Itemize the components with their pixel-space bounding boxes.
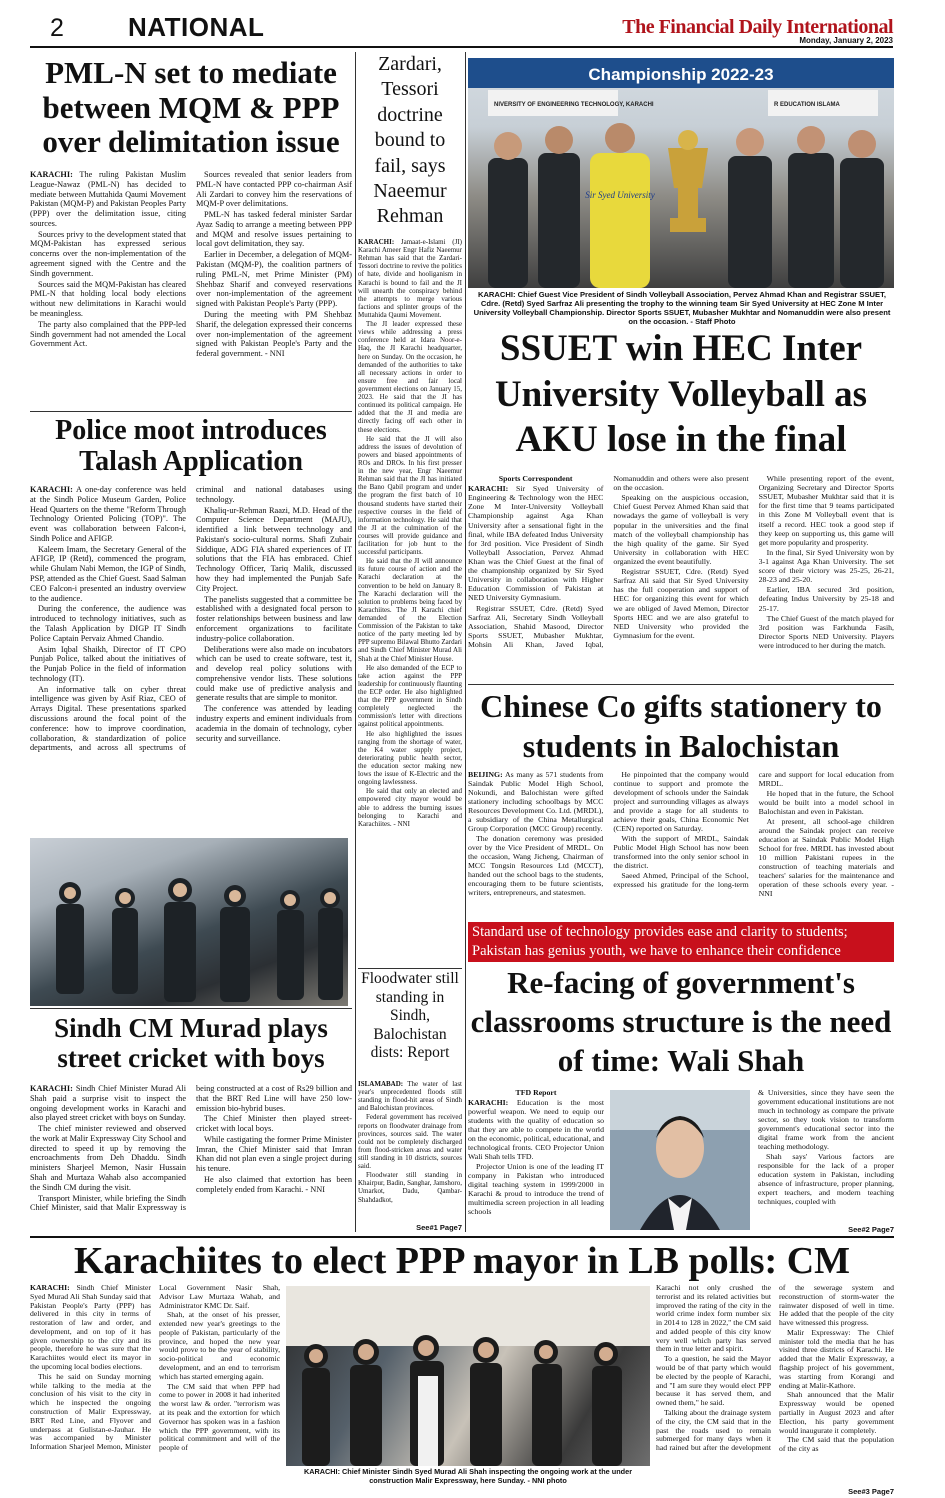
paragraph: Federal government has received reports on floodwater drainage from provinces, sources said. The water could not be completely discharged from flood-stricken areas and water still standing in 10 districts, sources said. bbox=[358, 1113, 462, 1171]
article-police bbox=[30, 413, 352, 831]
article-body bbox=[468, 770, 894, 916]
continued-reference[interactable]: See#1 Page7 bbox=[412, 1223, 462, 1232]
paragraph: The Chief Minister then played street-cricket with local boys. bbox=[196, 1114, 352, 1134]
paragraph: Speaking on the auspicious occasion, Chief Guest Pervez Ahmed Khan said that nowadays the game of volleyball is very popular in the universities and the final match of the volleyball championship has the high quality of the game. Sir Syed University in collaboration with HEC organized the event beautifully. bbox=[613, 493, 749, 566]
paragraph: He pinpointed that the company would continue to support and promote the development of schools under the Saindak project and surrounding villages as always and provide a stage for all students to achieve their goals, China Economic Net (CEN) reported on Saturday. bbox=[613, 770, 749, 834]
dateline: KARACHI: bbox=[358, 238, 395, 246]
paragraph: Earlier in December, a delegation of MQM-Pakistan (MQM-P), the coalition partners of ruling PML-N, met Prime Minister (PM) Shehbaz Sharif and conveyed reservations over non-implementation of the agreement signed with Pakistan People's Party (PPP). bbox=[196, 250, 352, 309]
paragraph: The Chief Guest of the match played for 3rd position was Farkhunda Fasih, Director Sports NED University. Players were introduced to her during the match. bbox=[758, 613, 894, 650]
article-body-right bbox=[656, 1284, 894, 1494]
paragraph: He hoped that in the future, the School would be built into a model school in Balochistan and even in Pakistan. bbox=[758, 789, 894, 817]
dateline: KARACHI: bbox=[30, 485, 73, 494]
paragraph: In the final, Sir Syed University won by 3-1 against Aga Khan University. The set score of their victory was 25-25, 26-21, 28-23 and 25-20. bbox=[758, 547, 894, 585]
paragraph: Registrar SSUET, Cdre. (Retd) Syed Sarfraz Ali, Secretary Sindh Volleyball Association, Shahid Masood, Director Sports SSUET, Mubasher Mukhtar, Mohsin Ali Khan, Javed Iqbal, Nomanuddin and others were also present on the occasion. bbox=[468, 474, 749, 649]
paragraph: The chief minister reviewed and observed the work at Malir Expressway City School and directed to speed it up by removing the encroachments from Deh Dhaddu. Sindh ministers Sharjeel Memon, Nasir Hussain Shah and Murtaza Wahab also accompanied the Sindh CM during the visit. bbox=[30, 1124, 186, 1192]
paragraph: Malir Expressway: The Chief minister told the media that he has visited three districts of Karachi. He added that the Malir Expressway, a flagship project of his government, was starting from Korangi and ending at Malir-Kathore. bbox=[779, 1327, 894, 1390]
paragraph: He said that the JI will also address the issues of devolution of powers and biased appointments of ROs and DROs. In his first presser in the new year, Engr Naeemur Rehman said that the JI has initiated the Bano Qabil program and under the program the first batch of 10 thousand students have started their respective courses in the field of information technology. He said that the JI at the culmination of the courses will provide guidance and facilitation for job hunt to the successful participants. bbox=[358, 434, 462, 557]
headline: Chinese Co gifts stationery to students in Balochistan bbox=[480, 688, 882, 764]
paragraph: With the support of MRDL, Saindak Public Model High School has now been transformed into the only senior school in the district. bbox=[613, 834, 749, 871]
headline: Sindh CM Murad plays street cricket with boys bbox=[54, 1013, 328, 1074]
continued-reference[interactable]: See#2 Page7 bbox=[844, 1225, 894, 1234]
paragraph: Projector Union is one of the leading IT company in Pakistan who introduced digital teaching system in 1999/2000 in Karachi & proud to introduce the trend of multimedia screen projection in all leading schools bbox=[468, 1162, 604, 1217]
paragraph: The JI leader expressed these views while addressing a press conference held at Idara Noor-e-Haq, the JI Karachi headquarter, here on Sunday. On the occasion, he demanded of the authorities to take all necessary actions in order to ensure free and fair local government elections on January 15, 2023. He said that the JI has continued its political campaign. He added that the JI and media are directly facing off each other in these elections. bbox=[358, 320, 462, 434]
paragraph: He said that the JI will announce its future course of action and the Karachi declaration at the convention to be held on January 8. The Karachi declaration will the solution to problems being faced by Karachiites. The JI Karachi chief demanded of the Election Commission of the Pakistan to take notice of the party meeting led by PPP supremo Bilawal Bhutto Zardari and Sindh Chief Minister Murad Ali Shah at the Chief Minister House. bbox=[358, 557, 462, 663]
paragraph: Education is the most powerful weapon. We need to equip our students with the quality of education so that they are able to compete in the world on the economic, political, educational, and technological fronts. CEO Projector Union Wali Shah tells TFD. bbox=[468, 1098, 604, 1162]
paragraph: While castigating the former Prime Minister Imran, the Chief Minister said that Imran Khan did not plan even a single project during his tenure. bbox=[196, 1134, 352, 1174]
dateline: KARACHI: bbox=[468, 484, 509, 494]
paragraph: Jamaat-e-Islami (JI) Karachi Ameer Engr Hafiz Naeemur Rehman has said that the Zardari-Tessori doctrine to revive the politics of hate, divide and hooliganism in Karachi is bound to fail and the JI will unearth the conspiracy behind the attempts to merge various factions and splinter groups of the Muttahida Qaumi Movement. bbox=[358, 238, 462, 319]
paragraph: A one-day conference was held at the Sindh Police Museum Garden, Police Head Quarters on the theme "Reform Through Technology Oriented Policing (TOP)". The event was collaboration between Falcon-i, Sindh Police and AFIGP. bbox=[30, 485, 186, 543]
wali-shah-portrait bbox=[610, 1090, 750, 1230]
ssuet-trophy-photo bbox=[468, 58, 894, 288]
trophy-scene bbox=[468, 58, 894, 288]
article-mayor bbox=[30, 1238, 894, 1496]
paragraph: At present, all school-age children around the Saindak project can receive education at Saindak Public Model High School for free. MRDL has invested about 10 million Pakistani rupees in the construction of teaching materials and teachers' salaries for the maintenance and operation of these schools every year. - NNI bbox=[758, 817, 894, 899]
paragraph: The conference was attended by leading industry experts and eminent individuals from academia in the domain of technology, cyber security and surveillance. bbox=[196, 704, 352, 743]
paragraph: He also highlighted the issues ranging from the shortage of water, the K4 water supply project, deteriorating public health sector, the education sector making new lows the issue of K-Electric and the ongoing lawlessness. bbox=[358, 729, 462, 787]
paragraph: This he said on Sunday morning while talking to the media at the conclusion of his visit to the city in which he inspected the ongoing construction of Malir Expressway, BRT Red Line, and Flyover and underpass at Gulistan-e-Jauhar. He was accompanied by Minister Information Sharjeel Memon, Minister Local Government Nasir Shah, Advisor Law Murtaza Wahab, and Administrator KMC Dr. Saif. bbox=[30, 1283, 280, 1452]
banner-line-2: Pakistan has genius youth, we have to enhance their confidence bbox=[472, 943, 841, 959]
paragraph: Talking about the drainage system of the city, the CM said that in the past the roads used to remain submerged for many days when it had rained but after the development of the sewerage system and reconstruction of storm-water the rainwater disposed of well in time. He added that the people of the city have witnessed this progress. bbox=[656, 1283, 894, 1453]
headline: PML-N set to mediate between MQM & PPP over delimitation issue bbox=[42, 55, 340, 160]
article-body bbox=[30, 1084, 352, 1236]
paragraph: The CM said that when PPP had come to power in 2008 it had inherited the worst law & order. "terrorism was at its peak and the extortion for which Governor has spoken was in a fashion which the PPP government, with its political commitment and will of the people of bbox=[159, 1381, 280, 1453]
paragraph: PML-N has tasked federal minister Sardar Ayaz Sadiq to arrange a meeting between PPP and MQM and resolve issues pertaining to local govt delimitation, they say. bbox=[196, 210, 352, 249]
article-body bbox=[30, 485, 352, 829]
article-wali-shah bbox=[468, 964, 894, 1234]
article-cricket bbox=[30, 1010, 352, 1238]
paragraph: As many as 571 students from Saindak Public Model High School, Nokundi, and Balochistan were gifted stationery including schoolbags by MCC Resources Development Co. Ltd. (MRDL), a subsidiary of the China Metallurgical Group Corporation (MCC Group) recently. bbox=[468, 770, 604, 834]
paragraph: The CM said that the population of the city as bbox=[779, 1435, 894, 1454]
paragraph: The panelists suggested that a committee be established with a designated focal person to foster relationships between business and law enforcement organizations to facilitate industry-police collaboration. bbox=[196, 594, 352, 643]
paragraph: The party also complained that the PPP-led Sindh government had not amended the Local Government Act. bbox=[30, 319, 186, 349]
dateline: ISLAMABAD: bbox=[358, 1080, 404, 1088]
paragraph: Asim Iqbal Shaikh, Director of IT CPO Punjab Police, talked about the initiatives of the Punjab Police in the field of information technology (IT). bbox=[30, 644, 186, 683]
paragraph: Sources privy to the development stated that MQM-Pakistan has expressed serious concerns over the non-implementation of the agreement signed with the Centre and the Sindh government. bbox=[30, 229, 186, 278]
cm-inspection-photo bbox=[286, 1286, 650, 1466]
people-silhouettes bbox=[30, 838, 348, 1006]
portrait-figure bbox=[610, 1090, 750, 1230]
police-conference-photo bbox=[30, 838, 348, 1006]
paragraph: During the conference, the audience was introduced to technology initiatives, such as the Talash Application by DIGP IT Sindh Police Captain Pervaiz Ahmed Chandio. bbox=[30, 604, 186, 643]
paragraph: Sources revealed that senior leaders from PML-N have contacted PPP co-chairman Asif Ali Zardari to convey him the reservations of MQM-P over delimitations. bbox=[196, 170, 352, 209]
headline: Karachiites to elect PPP mayor in LB polls: CM bbox=[73, 1240, 851, 1282]
paragraph: Sir Syed University of Engineering & Technology won the HEC Zone M Inter-University Volleyball Championship against Aga Khan University after a sensational fight in the final, while IBA defeated Indus University for 3rd position. Vice President of Sindh Volleyball Association, Pervez Ahmad Khan was the Chief Guest at the final of the championship organized by Sir Syed University in collaboration with Higher Education Commission of Pakistan at NED University Gymnasium. bbox=[468, 484, 604, 603]
banner-line-1: Standard use of technology provides ease and clarity to students; bbox=[472, 924, 848, 940]
dateline: KARACHI: bbox=[468, 1098, 509, 1108]
paragraph: He said that only an elected and empowered city mayor would be able to address the burning issues belonging to Karachi and Karachiites. - NNI bbox=[358, 787, 462, 828]
article-body bbox=[358, 238, 462, 963]
article-body bbox=[358, 1080, 462, 1230]
photo-caption: KARACHI: Chief Minister Sindh Syed Murad Ali Shah inspecting the ongoing work at the under construction Malir Expressway, here Sunday. - NNI photo bbox=[303, 1467, 633, 1485]
article-chinese bbox=[468, 686, 894, 918]
article-body bbox=[468, 474, 894, 676]
article-body-right bbox=[758, 1088, 894, 1232]
paragraph: Earlier, IBA secured 3rd position, defeating Indus University by 25-18 and 25-17. bbox=[758, 585, 894, 613]
article-zardari bbox=[358, 52, 462, 967]
page-number: 2 bbox=[50, 14, 64, 42]
paragraph: He also demanded of the ECP to take action against the PPP leadership for continuously flaunting the ECP order. He also highlighted that the PPP government in Sindh completely neglected the commission's letter with directions against political appointments. bbox=[358, 663, 462, 729]
paragraph: Shah, at the onset of his presser, extended new year's greetings to the people of Pakistan, particularly of the province, and hoped the new year would prove to be the year of stability, socio-political and economic development, and an end to terrorism which has started emerging again. bbox=[159, 1310, 280, 1381]
paragraph: While presenting report of the event, Organizing Secretary and Director Sports SSUET, Mubasher Mukhtar said that it is for the first time that 9 teams participated in this Zone M Volleyball event that is itself a record. HEC took a good step if they keep on supporting us, this game will get more popularity and prosperity. bbox=[758, 474, 894, 547]
paragraph: Saeed Ahmed, Principal of the School, expressed his gratitude for the long-term care and support for local education from MRDL. bbox=[613, 770, 894, 890]
paragraph: Deliberations were also made on incubators which can be used to create software, test it, and develop real policy solutions with comprehensive vendor lists. These solutions could make use of predictive analysis and generate results that are simple to monitor. bbox=[196, 644, 352, 703]
headline: Zardari, Tessori doctrine bound to fail, says Naeemur Rehman bbox=[373, 53, 447, 228]
dateline: BEIJING: bbox=[468, 770, 503, 779]
article-ssuet bbox=[468, 326, 894, 686]
masthead bbox=[0, 0, 945, 48]
banner-text: Championship 2022-23 bbox=[588, 65, 774, 84]
paragraph: Sources said the MQM-Pakistan has cleared PML-N that holding local body elections without new delimitations in Karachi would be meaningless. bbox=[30, 279, 186, 318]
paragraph: The ruling Pakistan Muslim League-Nawaz (PML-N) has decided to mediate between Muttahida Qaumi Movement Pakistan (MQM-P) and Pakistan Peoples Party (PPP) over the delimitation issue, citing sources. bbox=[30, 170, 186, 228]
paragraph: Registrar SSUET, Cdre. (Retd) Syed Sarfraz Ali said that Sir Syed University has the full cooperation and support of HEC for organizing this event for which we are obliged of Javed Memon, Director Sports HEC and we are also grateful to NED University who provided the Gymnasium for the event. bbox=[613, 567, 749, 640]
paper-name: The Financial Daily International bbox=[622, 16, 893, 38]
board-text-left: NIVERSITY OF ENGINEERING TECHNOLOGY, KARACHI bbox=[494, 102, 654, 108]
dateline: KARACHI: bbox=[30, 1283, 70, 1292]
paragraph: Floodwater still standing in Khairpur, Badin, Sanghar, Jamshoro, Umarkot, Dadu, Qambar-Shahdadkot, bbox=[358, 1171, 462, 1204]
paragraph: To a question, he said the Mayor would be of that party which would be elected by the people of Karachi, and "I am sure they would elect PPP because it has served them, and owned them," he said. bbox=[656, 1354, 771, 1408]
paragraph: The water of last year's unprecedented floods still standing in flood-hit areas of Sindh and Balochistan provinces. bbox=[358, 1080, 462, 1113]
paragraph: He also claimed that extortion has been completely ended from Karachi. - NNI bbox=[196, 1175, 352, 1194]
jersey-text: Sir Syed University bbox=[585, 190, 655, 200]
paragraph: Sindh Chief Minister Murad Ali Shah paid a surprise visit to inspect the ongoing development works in Karachi and also played street cricket with boys on Sunday. bbox=[30, 1084, 186, 1123]
paragraph: Karachi not only crushed the terrorist and its related activities but improved the rating of the city in the world crime index form number six in 2014 to 128 in 2022," the CM said and added people of this city know very well which party has served them in true letter and spirit. bbox=[656, 1283, 771, 1354]
section-title: NATIONAL bbox=[128, 12, 265, 42]
article-floodwater bbox=[358, 970, 462, 1232]
paragraph: Shah announced that the Malir Expressway would be opened partially in August 2023 and after Election, his party government would inaugurate it completely. bbox=[779, 1390, 894, 1435]
headline: Floodwater still standing in Sindh, Balochistan dists: Report bbox=[361, 970, 459, 1062]
issue-date: Monday, January 2, 2023 bbox=[799, 36, 893, 45]
continued-reference[interactable]: See#3 Page7 bbox=[844, 1487, 894, 1496]
board-text-right: R EDUCATION ISLAMA bbox=[774, 102, 840, 108]
paragraph: Transport Minister, while briefing the Sindh Chief Minister, said that Malir Expressway is being constructed at a cost of Rs29 billion and that the BRT Red Line will have 250 low-emission bio-hybrid buses. bbox=[30, 1084, 352, 1213]
paragraph: Shah says' Various factors are responsible for the lack of a proper education system in Pakistan, including absence of infrastructure, proper planning, expert teachers, and modern teaching techniques, coupled with bbox=[758, 1152, 894, 1207]
article-body-left bbox=[30, 1284, 280, 1494]
dateline: KARACHI: bbox=[30, 1084, 73, 1093]
article-body bbox=[30, 170, 352, 406]
headline: Police moot introduces Talash Application bbox=[55, 415, 327, 478]
photo-caption: KARACHI: Chief Guest Vice President of Sindh Volleyball Association, Pervez Ahmad Khan and Registrar SSUET, Cdre. (Retd) Syed Sarfraz Ali presenting the trophy to the winning team Sir Syed University at HEC Zone M Inter University Volleyball Championship. Director Sports SSUET, Mubasher Mukhtar and Nomanuddin were also present on the occasion. - Staff Photo bbox=[473, 290, 891, 327]
crowd-scene bbox=[286, 1286, 650, 1466]
paragraph: & Universities, since they have seen the government educational institutions are not much in technology as compare the private sector, so they took vision to transform government's educational sector into the digital frame work from the ancient teaching methodology. bbox=[758, 1088, 894, 1152]
paragraph: Kaleem Imam, the Secretary General of the AFIGP, IP (Retd), commenced the program, while Ghulam Nabi Memon, the IGP of Sindh, PSP, attended as the Chief Guest. Saad Salman CEO Falcon-i presented an industry overview to the audience. bbox=[30, 544, 186, 603]
byline: Sports Correspondent bbox=[498, 474, 573, 483]
paragraph: During the meeting with PM Shehbaz Sharif, the delegation expressed their concerns over non-implementation of the agreement signed with Pakistan People's Party and the federal government. - NNI bbox=[196, 309, 352, 359]
byline: TFD Report bbox=[515, 1088, 557, 1097]
paragraph: Khaliq-ur-Rehman Raazi, M.D. Head of the Computer Science Department (MAJU), identified a link between technology and Pakistan's socio-cultural norms. Shafi Zubair Siddique, ADG FIA shared experiences of IT solutions that the FIA has embraced. Chief Technology Officer, Tariq Malik, discussed how they had implemented the Punjab Safe City Project. bbox=[196, 505, 352, 593]
article-body-left bbox=[468, 1088, 604, 1232]
paragraph: The donation ceremony was presided over by the Vice President of MRDL. On the occasion, Wang Jicheng, Chairman of MCC Tongsin Resources Ltd (MCCT), handed out the school bags to the students, encouraging them to be future scientists, writers, entrepreneurs, and statesmen. bbox=[468, 834, 604, 898]
article-pmln bbox=[30, 52, 352, 412]
headline: Re-facing of government's classrooms structure is the need of time: Wali Shah bbox=[470, 965, 892, 1078]
paragraph: An informative talk on cyber threat intelligence was given by Asif Riaz, CEO of Arrays Digital. These presentations sparked discussions around the focal point of the conference: how to improve coordination, collaboration, & standardization of police departments, and across all spectrums of criminal and national databases using technology. bbox=[30, 485, 352, 753]
highlight-banner bbox=[468, 922, 894, 962]
dateline: KARACHI: bbox=[30, 170, 73, 179]
paragraph: Sindh Chief Minister Syed Murad Ali Shah Sunday said that Pakistan People's Party (PPP) has delivered in this city in terms of restoration of law and order, and development, and on top of it has given ownership to the city and its people, therefore he was sure that the Karachiites would elect its mayor in the upcoming local bodies elections. bbox=[30, 1283, 151, 1372]
headline: SSUET win HEC Inter University Volleyball as AKU lose in the final bbox=[494, 328, 868, 460]
